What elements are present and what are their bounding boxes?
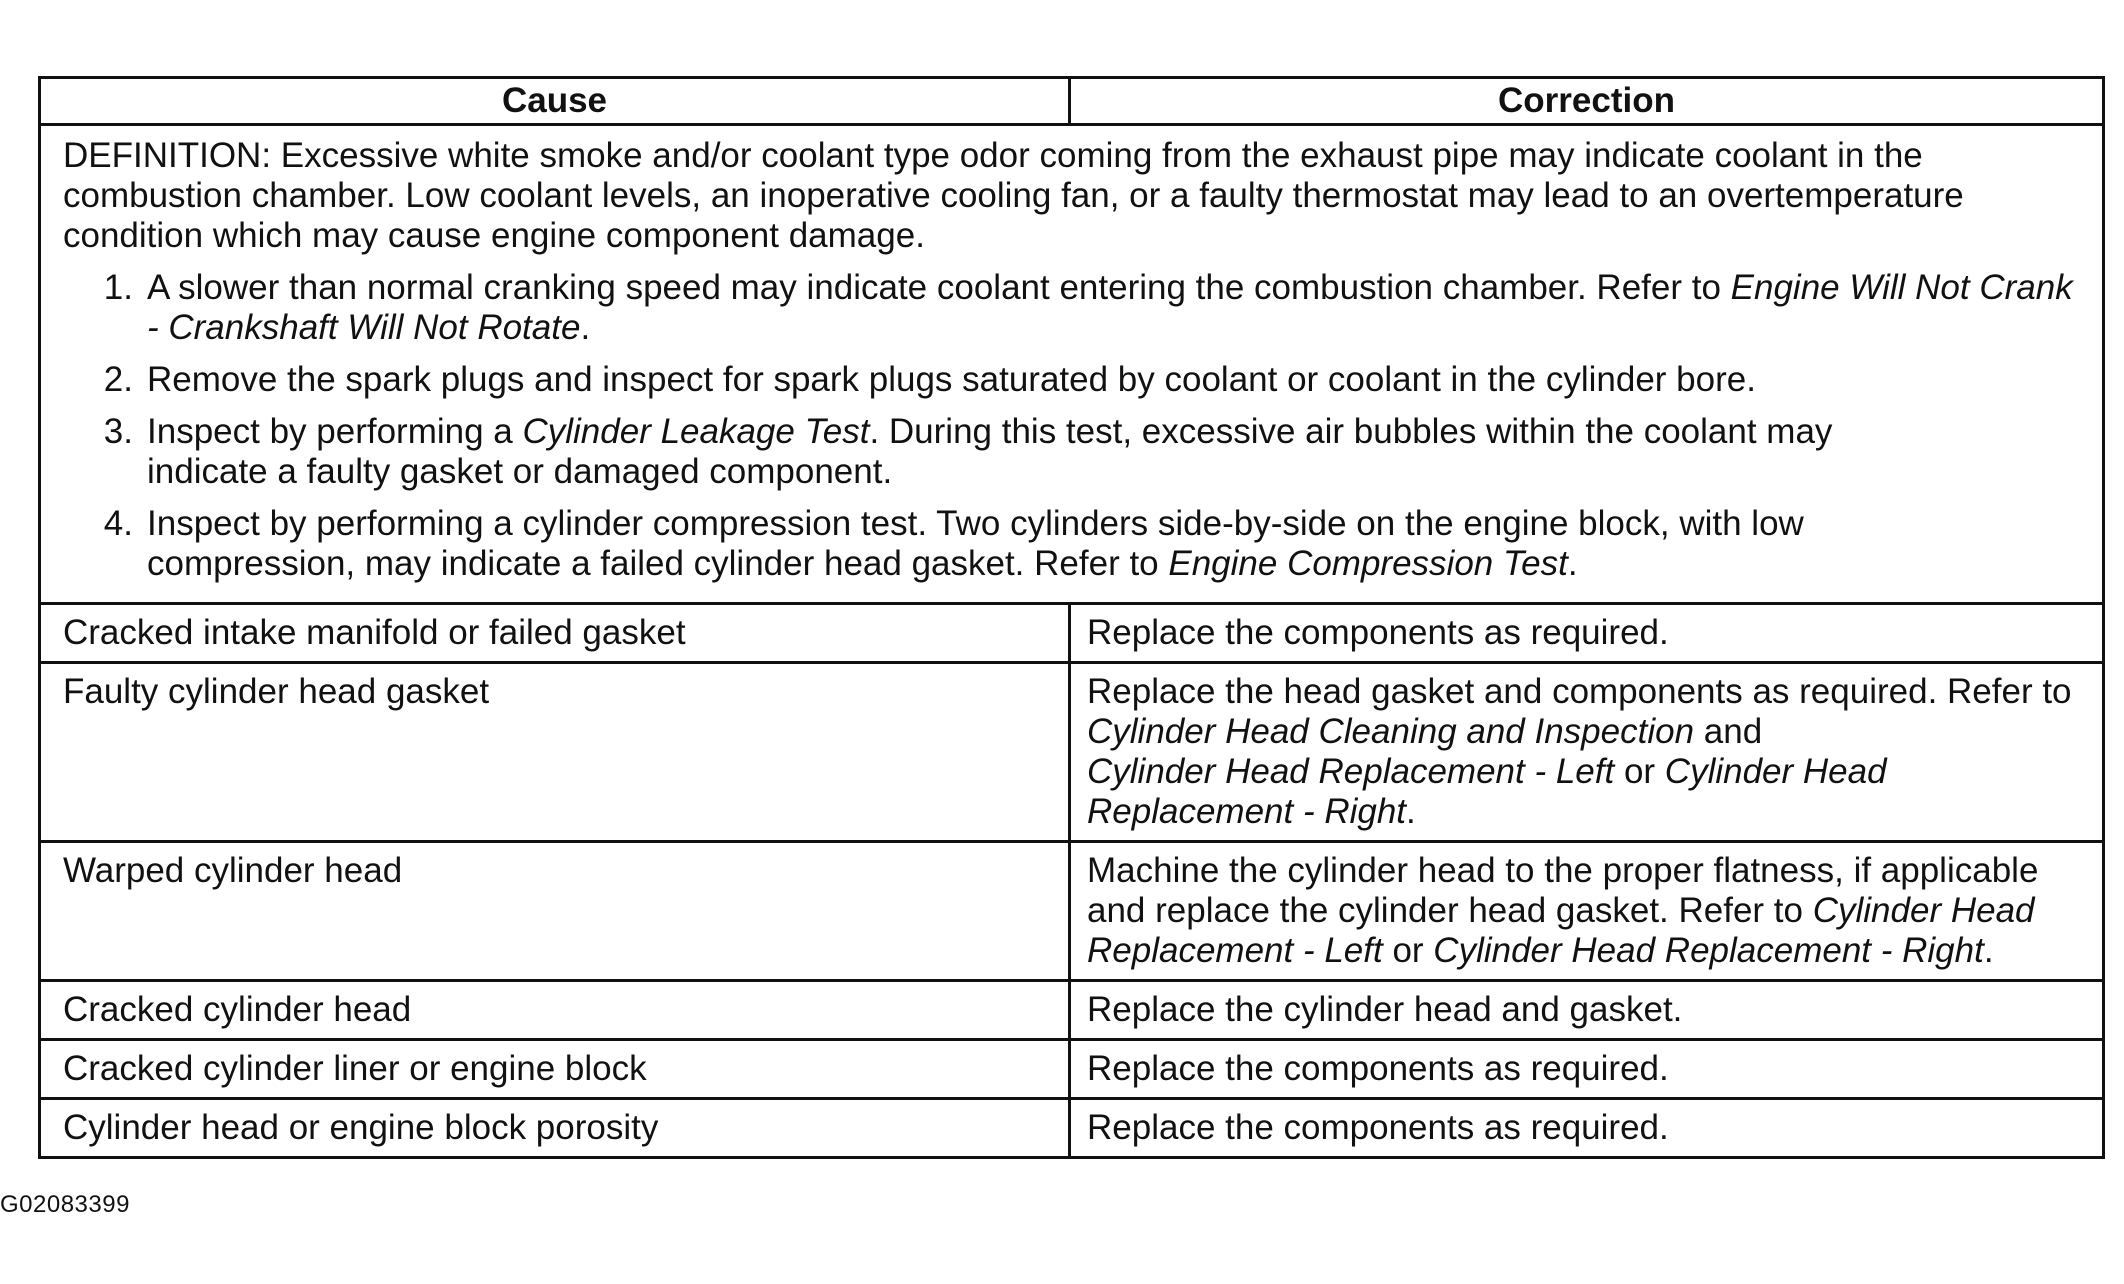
definition-cell: [40, 125, 2104, 604]
step-number: 1.: [103, 268, 133, 307]
header-row: [40, 78, 2104, 125]
correction-cell: Machine the cylinder head to the proper flatness, if applicable and replace the cylinder head gasket. Refer to Cylinder Head Replacement - Left or Cylinder Head Replacement - Right.: [1070, 842, 2104, 981]
table-row: [40, 1099, 2104, 1158]
cause-cell: Cylinder head or engine block porosity: [40, 1099, 1070, 1158]
cause-header: Cause: [40, 78, 1070, 125]
diagnostic-steps: [63, 268, 2080, 584]
table-row: [40, 604, 2104, 663]
reference-link: Cylinder Leakage Test: [522, 412, 870, 451]
cause-cell: Cracked cylinder head: [40, 981, 1070, 1040]
step-number: 2.: [103, 360, 133, 399]
step-item: [63, 504, 2080, 584]
cause-cell: Faulty cylinder head gasket: [40, 663, 1070, 842]
table-row: [40, 981, 2104, 1040]
correction-header: Correction: [1070, 78, 2104, 125]
step-text: Inspect by performing a Cylinder Leakage Test. During this test, excessive air bubbles within the coolant may indicate a faulty gasket or damaged component.: [147, 412, 1833, 491]
reference-link: Cylinder Head Replacement - Left: [1087, 752, 1615, 791]
definition-row: [40, 125, 2104, 604]
correction-cell: Replace the components as required.: [1070, 1099, 2104, 1158]
table-row: [40, 1040, 2104, 1099]
cause-cell: Warped cylinder head: [40, 842, 1070, 981]
step-text: A slower than normal cranking speed may indicate coolant entering the combustion chamber. Refer to Engine Will Not Crank - Crankshaft Will Not Rotate.: [147, 268, 2073, 347]
reference-link: Engine Compression Test: [1168, 544, 1568, 583]
definition-text: DEFINITION: Excessive white smoke and/or coolant type odor coming from the exhaust pipe may indicate coolant in the combustion chamber. Low coolant levels, an inoperative cooling fan, or a faulty thermostat may lead to an overtemperature condition which may cause engine component damage.: [63, 136, 1964, 255]
correction-cell: Replace the components as required.: [1070, 604, 2104, 663]
diagnostic-table: [38, 76, 2105, 1159]
cause-cell: Cracked intake manifold or failed gasket: [40, 604, 1070, 663]
reference-link: Cylinder Head Cleaning and Inspection: [1087, 712, 1695, 751]
step-number: 3.: [103, 412, 133, 451]
reference-link: Cylinder Head Replacement - Right: [1433, 931, 1984, 970]
reference-link: Cylinder Head Replacement - Right: [1087, 752, 1887, 831]
step-item: [63, 268, 2080, 348]
correction-cell: Replace the cylinder head and gasket.: [1070, 981, 2104, 1040]
step-number: 4.: [103, 504, 133, 543]
reference-link: Cylinder Head Replacement - Left: [1087, 891, 2035, 970]
step-text: Inspect by performing a cylinder compression test. Two cylinders side-by-side on the engine block, with low compression, may indicate a failed cylinder head gasket. Refer to Engine Compression Test.: [147, 504, 1804, 583]
figure-id: G02083399: [0, 1191, 130, 1218]
step-item: [63, 360, 2080, 400]
table-row: [40, 842, 2104, 981]
step-item: [63, 412, 2080, 492]
correction-cell: Replace the head gasket and components as required. Refer to Cylinder Head Cleaning and Inspection and Cylinder Head Replacement - Left or Cylinder Head Replacement - Right.: [1070, 663, 2104, 842]
cause-cell: Cracked cylinder liner or engine block: [40, 1040, 1070, 1099]
table-row: [40, 663, 2104, 842]
reference-link: Engine Will Not Crank - Crankshaft Will Not Rotate: [147, 268, 2073, 347]
step-text: Remove the spark plugs and inspect for spark plugs saturated by coolant or coolant in the cylinder bore.: [147, 360, 1756, 399]
correction-cell: Replace the components as required.: [1070, 1040, 2104, 1099]
